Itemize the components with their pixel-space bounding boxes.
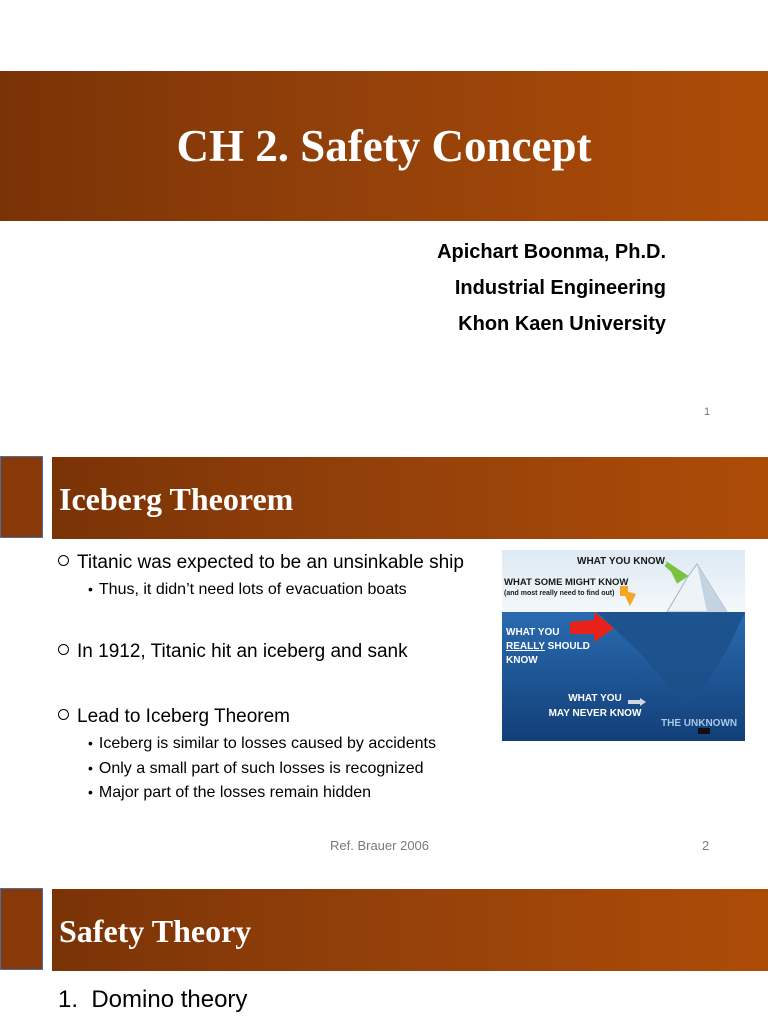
author-name: Apichart Boonma, Ph.D. — [437, 241, 666, 263]
author-department: Industrial Engineering — [454, 277, 666, 299]
slide-title: CH 2. Safety Concept — [176, 121, 592, 171]
bullet-item: Lead to Iceberg Theorem — [58, 706, 290, 728]
bullet-circle-icon — [58, 555, 69, 566]
header-band — [52, 889, 768, 971]
sub-bullet-item: • Major part of the losses remain hidden — [88, 784, 372, 801]
title-band — [0, 71, 768, 221]
slide-number: 2 — [702, 838, 710, 853]
bullet-dot-icon: • — [88, 760, 93, 776]
slide-tab-marker — [0, 456, 43, 538]
bullet-item: In 1912, Titanic hit an iceberg and sank — [58, 641, 408, 663]
label-what-you-know: WHAT YOU KNOW — [577, 556, 665, 567]
iceberg-figure — [502, 550, 745, 741]
label-might-know-note: (and most really need to find out) — [504, 590, 615, 597]
slide-number: 1 — [704, 406, 711, 418]
numbered-item: 1. Domino theory — [58, 986, 248, 1013]
label-what-some-might-know: WHAT SOME MIGHT KNOW — [504, 577, 629, 588]
label-may-never-know: WHAT YOU MAY NEVER KNOW — [548, 693, 642, 719]
label-the-unknown: THE UNKNOWN — [661, 718, 738, 729]
slide-heading: Safety Theory — [59, 913, 252, 949]
author-university: Khon Kaen University — [458, 313, 666, 335]
label-what-you-should-know: WHAT YOU REALLY SHOULD KNOW — [506, 627, 590, 666]
sub-bullet-item: • Only a small part of such losses is recognized — [88, 760, 424, 777]
slide-heading: Iceberg Theorem — [59, 481, 294, 517]
reference-note: Ref. Brauer 2006 — [330, 838, 430, 853]
bullet-dot-icon: • — [88, 581, 93, 597]
bullet-item: Titanic was expected to be an unsinkable ship — [58, 552, 464, 574]
header-band — [52, 457, 768, 539]
bullet-dot-icon: • — [88, 784, 93, 800]
slide-tab-marker — [0, 888, 43, 970]
bullet-circle-icon — [58, 709, 69, 720]
sub-bullet-item: • Iceberg is similar to losses caused by accidents — [88, 735, 436, 752]
bullet-circle-icon — [58, 644, 69, 655]
bullet-dot-icon: • — [88, 735, 93, 751]
sub-bullet-item: • Thus, it didn’t need lots of evacuation boats — [88, 581, 407, 598]
